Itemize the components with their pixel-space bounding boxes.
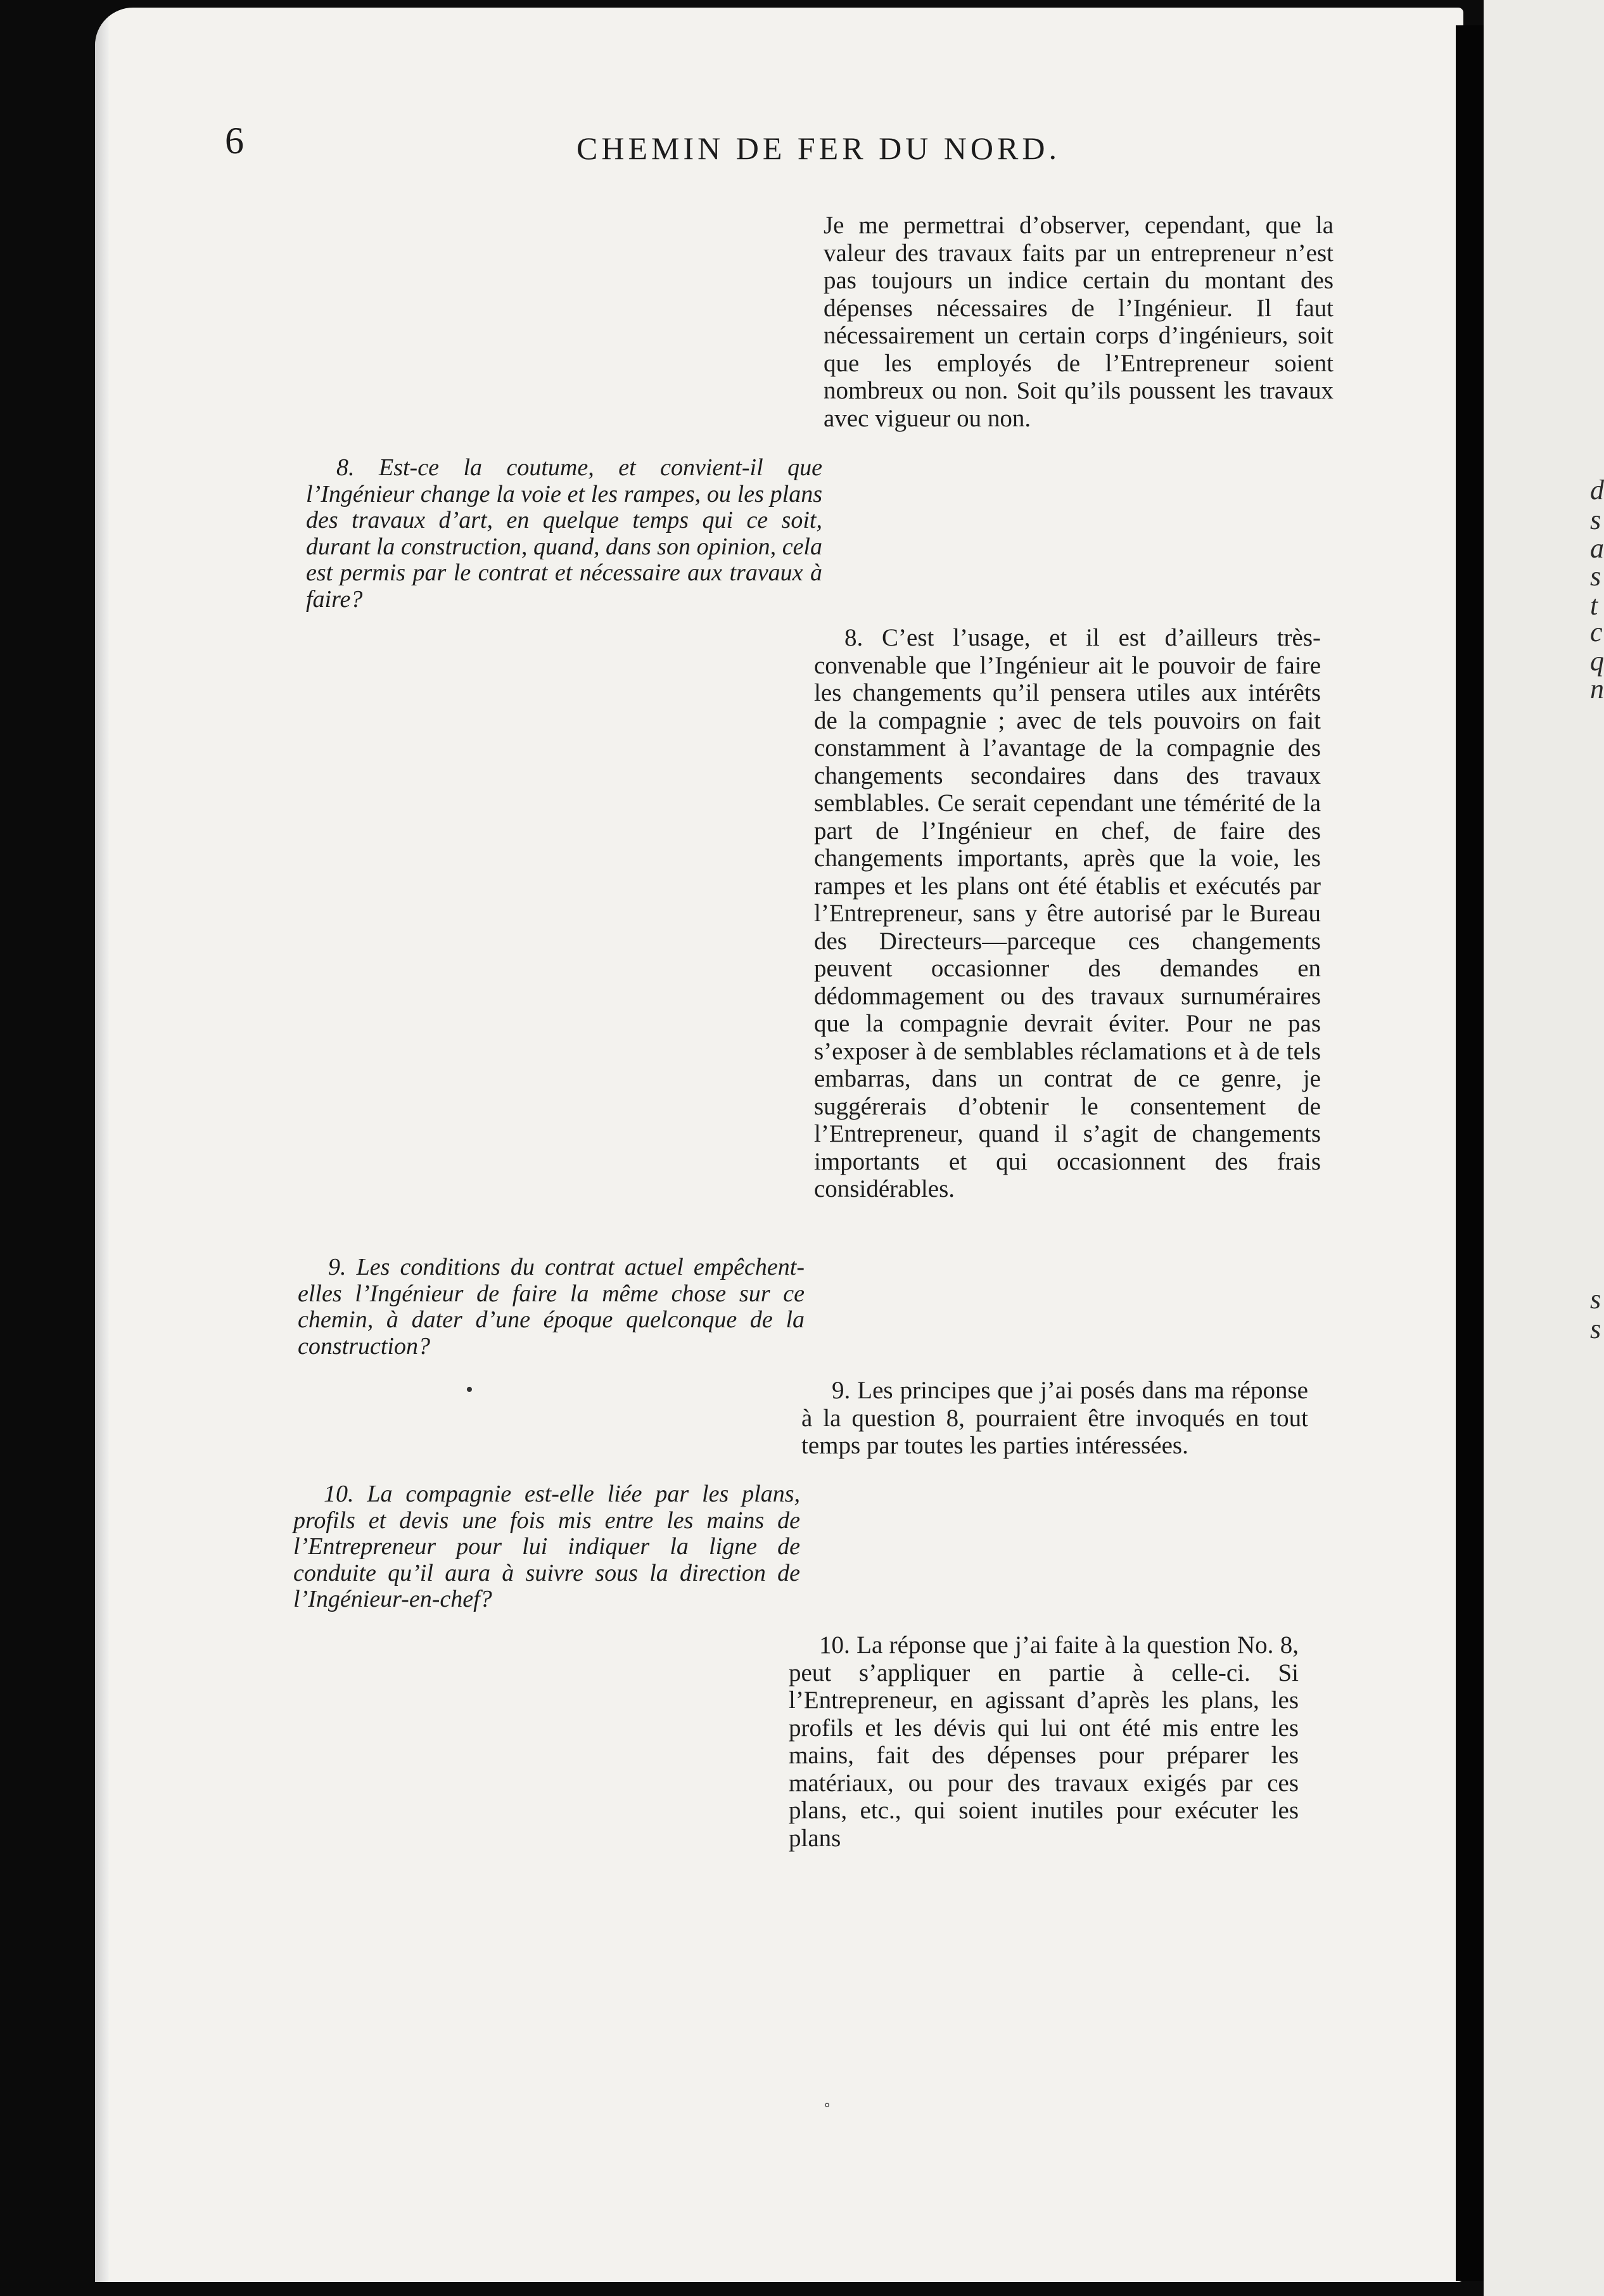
ink-speck: • xyxy=(466,1378,473,1401)
adjacent-page-fragment: t xyxy=(1590,590,1598,621)
answer-continued: Je me permettrai d’observer, cependant, que la valeur des travaux faits par un entrepreneur n’est pas toujours un indice certain du montant des dépenses nécessaires de l’Ingénieur. Il faut nécessairement un certain corps d’ingénieurs, soit que les employés de l’Entrepreneur soient nombreux ou non. Soit qu’ils poussent les travaux avec vigueur ou non. xyxy=(824,212,1333,432)
adjacent-page-fragment: q xyxy=(1590,646,1604,677)
adjacent-page-fragment: c xyxy=(1590,616,1603,647)
adjacent-page-fragment: s xyxy=(1590,504,1601,535)
adjacent-page-fragment: s xyxy=(1590,1313,1601,1344)
page-edge-shadow xyxy=(95,8,109,2282)
answer-10: 10. La réponse que j’ai faite à la question No. 8, peut s’appliquer en partie à celle-ci. Si l’Entrepreneur, en agissant d’après les plans, les profils et les dévis qui lui ont été mis entre les mains, fait des dépenses pour préparer les matériaux, ou pour des travaux exigés par ces plans, etc., qui soient inutiles pour exécuter les plans xyxy=(789,1631,1299,1852)
question-9: 9. Les conditions du contrat actuel empêchent-elles l’Ingénieur de faire la même chose sur ce chemin, à dater d’une époque quelconque de la construction? xyxy=(298,1254,805,1360)
book-spine xyxy=(1456,25,1484,2281)
question-10: 10. La compagnie est-elle liée par les plans, profils et devis une fois mis entre les mains de l’Entrepreneur pour lui indiquer la ligne de conduite qu’il aura à suivre sous la direction de l’Ingénieur-en-chef? xyxy=(293,1481,800,1612)
adjacent-page-fragment: a xyxy=(1590,533,1604,564)
question-8: 8. Est-ce la coutume, et convient-il que l’Ingénieur change la voie et les rampes, ou les plans des travaux d’art, en quelque temps qui ce soit, durant la construction, quand, dans son opinion, cela est permis par le contrat et nécessaire aux travaux à faire? xyxy=(306,454,822,613)
adjacent-page-fragment: d xyxy=(1590,475,1604,506)
adjacent-page-edge xyxy=(1484,0,1604,2296)
answer-8: 8. C’est l’usage, et il est d’ailleurs très-convenable que l’Ingénieur ait le pouvoir de faire les changements qu’il pensera utiles aux intérêts de la compagnie ; avec de tels pouvoirs on fait constamment à l’avantage de la compagnie des changements secondaires dans des travaux semblables. Ce serait cependant une témérité de la part de l’Ingénieur en chef, de faire des changements importants, après que la voie, les rampes et les plans ont été établis et exécutés par l’Entrepreneur, sans y être autorisé par le Bureau des Directeurs—parceque ces changements peuvent occasionner des demandes en dédommagement ou des travaux surnuméraires que la compagnie devrait éviter. Pour ne pas s’exposer à de semblables réclamations et à de tels embarras, dans un contrat de ce genre, je suggérerais d’obtenir le consentement de l’Entrepreneur, quand il s’agit de changements importants et qui occasionnent des frais considérables. xyxy=(814,624,1321,1202)
running-head-title: CHEMIN DE FER DU NORD. xyxy=(576,131,1060,166)
adjacent-page-fragment: s xyxy=(1590,1284,1601,1315)
answer-9: 9. Les principes que j’ai posés dans ma réponse à la question 8, pourraient être invoqués en tout temps par toutes les parties intéressées. xyxy=(801,1377,1308,1459)
page-number: 6 xyxy=(225,120,244,162)
ink-speck: ˚ xyxy=(824,2100,831,2124)
adjacent-page-fragment: s xyxy=(1590,561,1601,592)
adjacent-page-fragment: n xyxy=(1590,673,1604,705)
